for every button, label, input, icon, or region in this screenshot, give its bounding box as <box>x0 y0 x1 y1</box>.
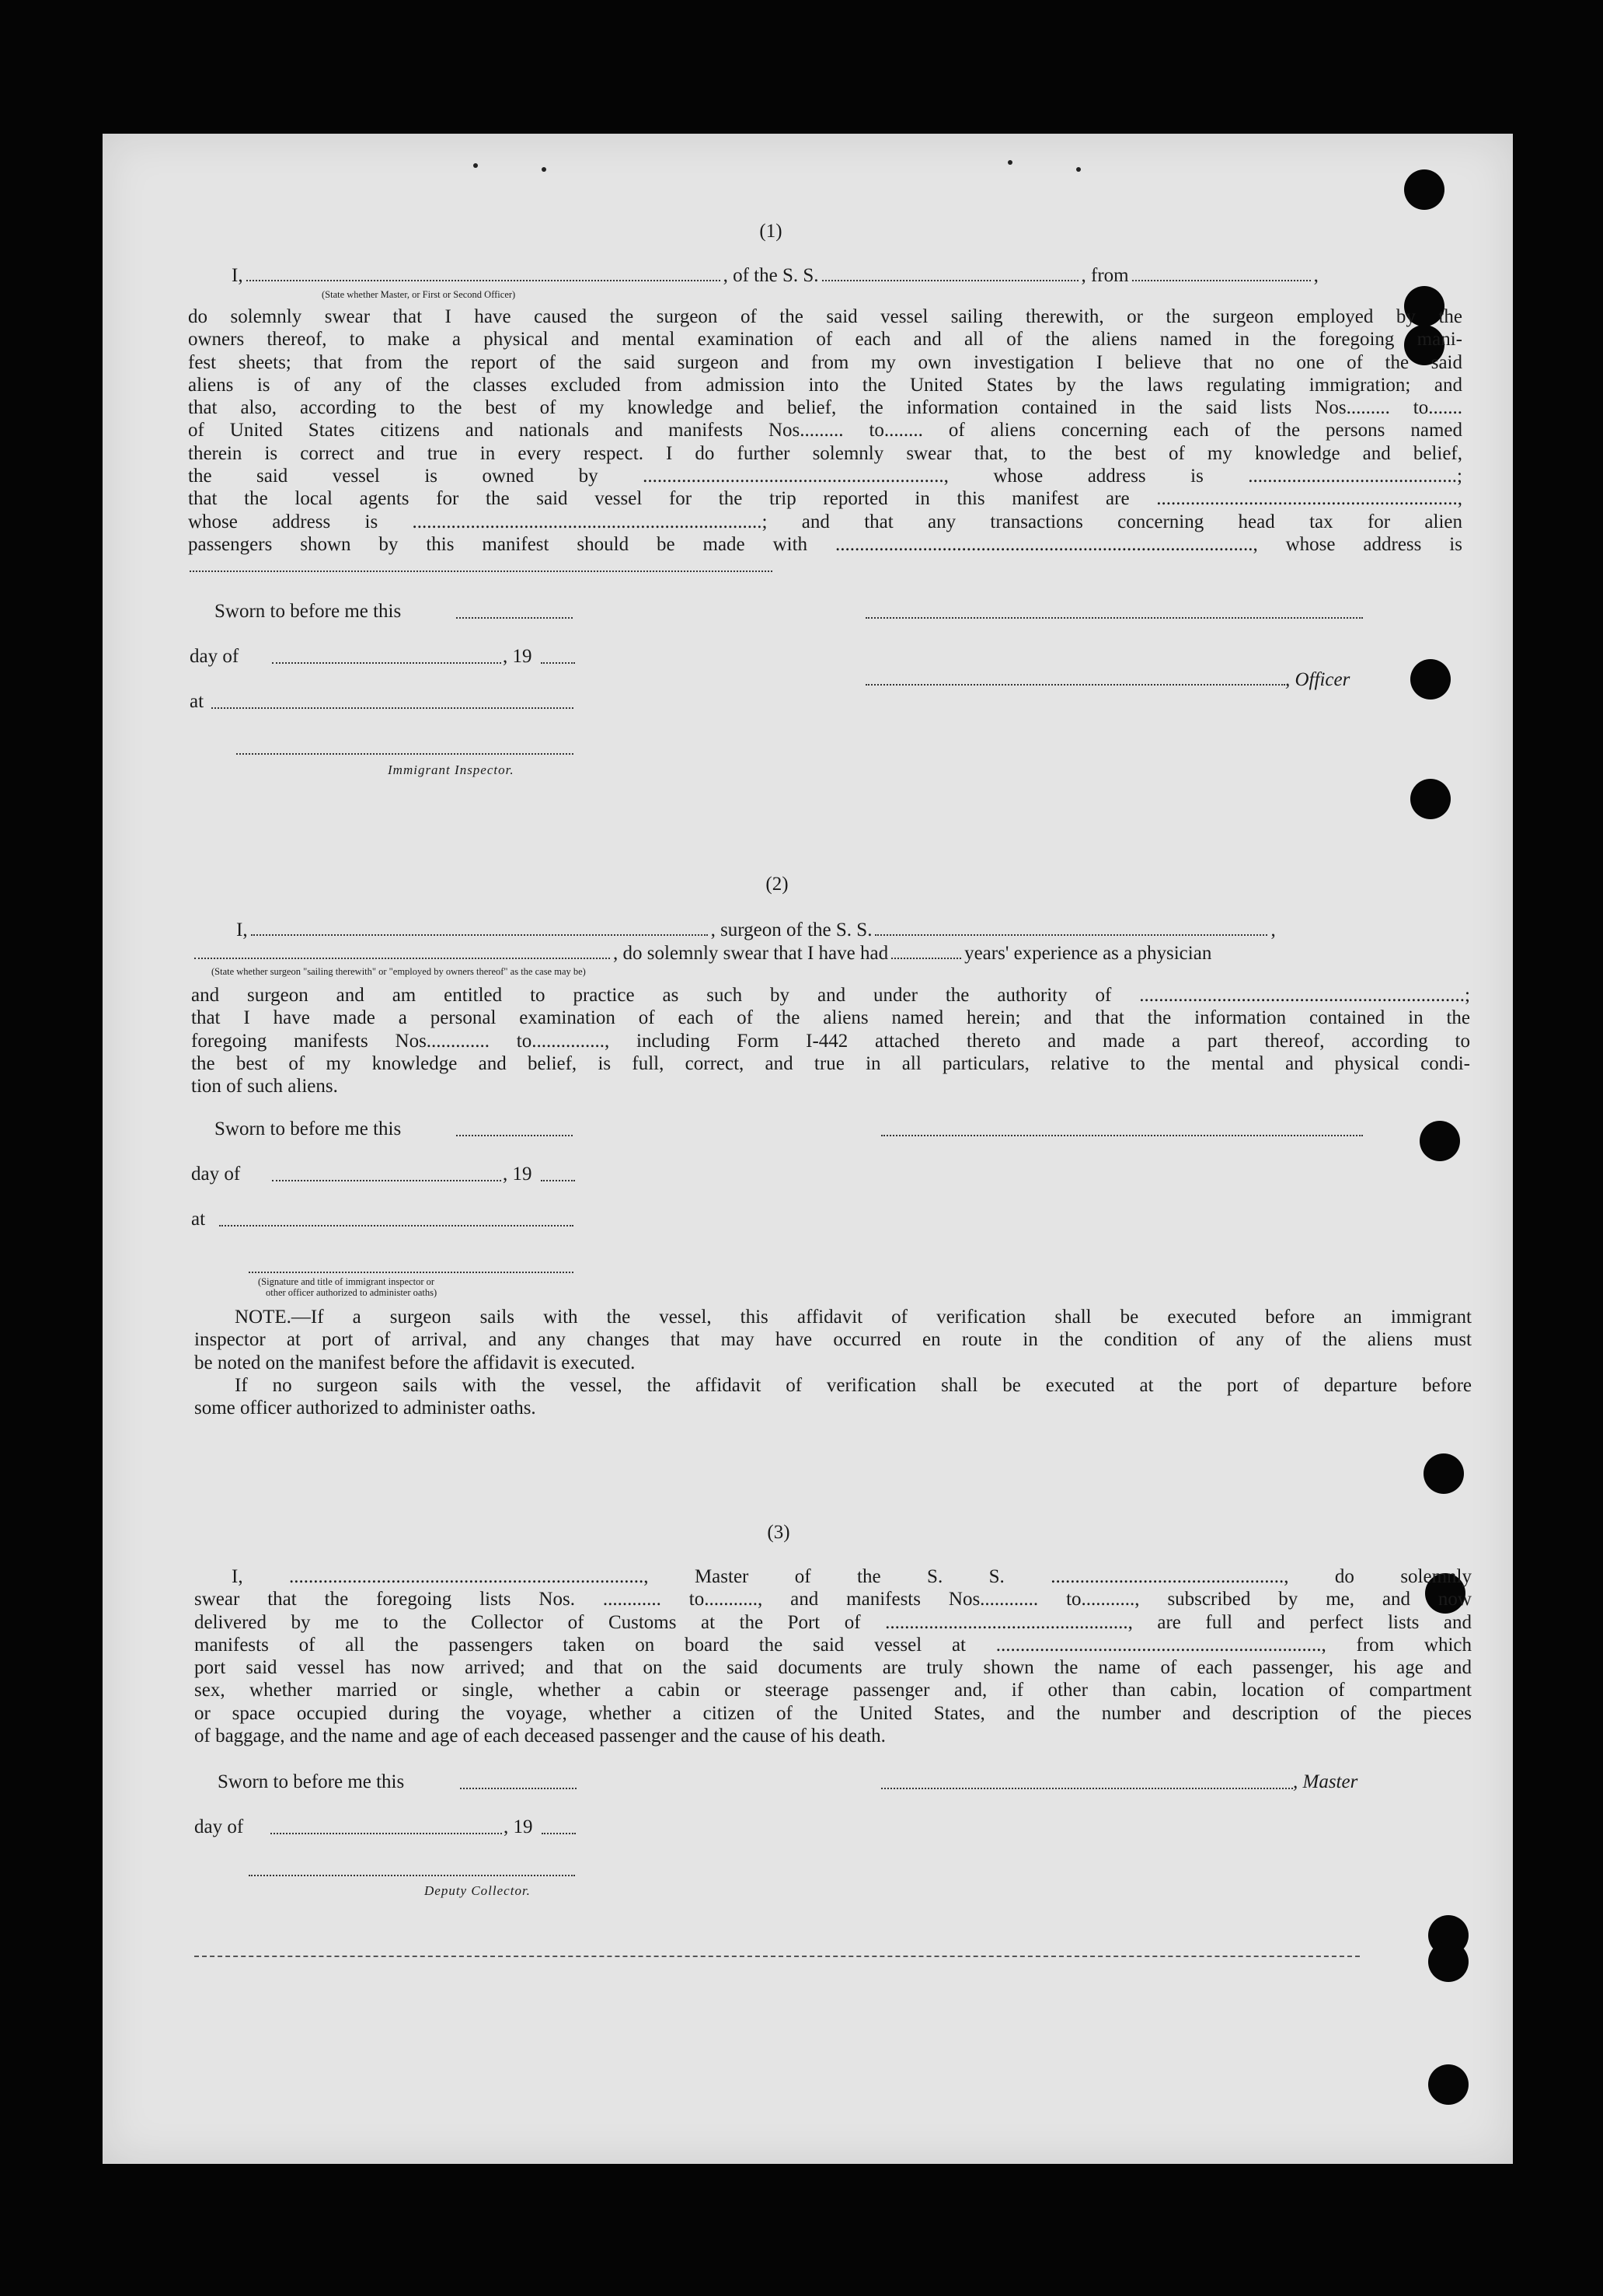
day-field[interactable] <box>272 1180 501 1181</box>
year-field[interactable] <box>541 1180 575 1181</box>
officer-name-field[interactable] <box>246 279 720 281</box>
from-label: , from <box>1081 265 1129 286</box>
intro-i: I, <box>236 919 248 940</box>
manifest-affidavit-page <box>103 134 1513 2164</box>
section-3-day-of: day of <box>194 1816 244 1837</box>
continuation-line <box>190 571 772 572</box>
binder-hole <box>1424 1453 1464 1494</box>
stray-mark <box>1076 167 1081 172</box>
binder-hole <box>1410 779 1451 819</box>
text-line: owners thereof, to make a physical and mental examination of each and all of the aliens named in the foregoing mani- <box>188 329 1462 351</box>
section-1-number: (1) <box>759 221 782 242</box>
text-line: aliens is of any of the classes excluded from admission into the United States by the laws regulating immigration; and <box>188 374 1462 396</box>
text-line: manifests of all the passengers taken on board the said vessel at ..................................................................., from which <box>194 1634 1472 1656</box>
section-2-number: (2) <box>765 874 789 895</box>
text-line: tion of such aliens. <box>191 1076 338 1097</box>
inspector-signature-field[interactable] <box>236 753 573 755</box>
section-2-at: at <box>191 1209 206 1230</box>
bleed-through-heading <box>242 211 250 238</box>
binder-hole <box>1420 1121 1460 1161</box>
deputy-label: Deputy Collector. <box>424 1883 531 1898</box>
text-line: do solemnly swear that I have caused the surgeon of the said vessel sailing therewith, or the surgeon employed by the <box>188 306 1462 327</box>
section-2-note <box>194 1306 1472 1374</box>
text-line: therein is correct and true in every respect. I do further solemnly swear that, to the best of my knowledge and belief, <box>188 442 1462 464</box>
text-line: the said vessel is owned by .............................................................., whose address is ...........................................; <box>188 466 1462 487</box>
section-1-year: , 19 <box>503 646 532 667</box>
officer-label: , Officer <box>1285 669 1350 690</box>
vessel-name-field[interactable] <box>875 933 1267 936</box>
swear-text: , do solemnly swear that I have had <box>613 943 889 964</box>
text-line: If no surgeon sails with the vessel, the affidavit of verification shall be executed at the port of departure before <box>235 1375 1472 1396</box>
text-line: that I have made a personal examination of each of the aliens named herein; and that the information contained in the <box>191 1007 1470 1029</box>
master-signature-field[interactable] <box>881 1788 1293 1789</box>
section-2-sworn: Sworn to before me this <box>214 1118 402 1139</box>
text-line: I, ........................................................................., Master of the S. S. ................................................, do solemnly <box>232 1566 1472 1587</box>
text-line: foregoing manifests Nos............. to..............., including Form I-442 attached thereto and made a part thereof, according to <box>191 1030 1470 1052</box>
officer-signature-field[interactable] <box>866 617 1363 619</box>
text-line: passengers shown by this manifest should be made with ......................................................................................, whose address is <box>188 533 1462 555</box>
sworn-date-field[interactable] <box>456 1135 573 1136</box>
text-line: of baggage, and the name and age of each deceased passenger and the cause of his death. <box>194 1725 886 1747</box>
section-3-year: , 19 <box>504 1816 533 1837</box>
text-line: port said vessel has now arrived; and that on the said documents are truly shown the name of each passenger, his age and <box>194 1657 1472 1679</box>
stray-mark <box>542 167 546 172</box>
section-2-note-2 <box>194 1374 1472 1420</box>
intro-i: I, <box>232 265 243 286</box>
text-line: that the local agents for the said vessel for the trip reported in this manifest are .............................................................., <box>188 488 1462 510</box>
text-line: that also, according to the best of my knowledge and belief, the information contained in the said lists Nos......... to....... <box>188 397 1462 419</box>
signature-caption-2: other officer authorized to administer oaths) <box>266 1287 437 1298</box>
officer-title-field[interactable] <box>866 684 1285 686</box>
from-port-field[interactable] <box>1132 279 1311 281</box>
binder-hole <box>1428 1942 1469 1982</box>
place-field[interactable] <box>219 1225 573 1227</box>
section-1-intro: I, , of the S. S. , from , <box>232 265 1319 286</box>
text-line: the best of my knowledge and belief, is full, correct, and true in all particulars, relative to the mental and physical condi- <box>191 1052 1470 1074</box>
binder-hole <box>1404 169 1444 210</box>
binder-hole <box>1428 2064 1469 2105</box>
year-field[interactable] <box>542 1833 576 1834</box>
inspector-label: Immigrant Inspector. <box>388 762 514 777</box>
text-line: some officer authorized to administer oaths. <box>194 1397 536 1419</box>
section-2-intro: I, , surgeon of the S. S. , <box>236 919 1276 940</box>
text-line: fest sheets; that from the report of the said surgeon and from my own investigation I believe that no one of the said <box>188 351 1462 373</box>
text-line: delivered by me to the Collector of Customs at the Port of .................................................., are full and perfect lists and <box>194 1611 1472 1633</box>
section-3-body <box>194 1565 1472 1747</box>
text-line: whose address is ........................................................................; and that any transactions concerning head tax for alien <box>188 511 1462 532</box>
year-field[interactable] <box>541 662 575 664</box>
stray-mark <box>1008 160 1012 165</box>
deputy-signature-field[interactable] <box>249 1875 575 1876</box>
section-1-day-of: day of <box>190 646 239 667</box>
text-line: or space occupied during the voyage, whether a citizen of the United States, and the number and description of the pieces <box>194 1702 1472 1724</box>
section-2-year: , 19 <box>503 1164 532 1185</box>
section-2-swear-line <box>191 942 1211 965</box>
of-the-ss: , of the S. S. <box>723 265 819 286</box>
day-field[interactable] <box>272 662 501 664</box>
day-field[interactable] <box>270 1833 502 1834</box>
years-field[interactable] <box>891 957 961 959</box>
text-line: NOTE.—If a surgeon sails with the vessel, this affidavit of verification shall be executed before an immigrant <box>235 1307 1472 1328</box>
section-2-body <box>191 984 1470 1097</box>
section-1-body <box>188 305 1462 556</box>
section-1-caption: (State whether Master, or First or Second Officer) <box>322 289 516 300</box>
sworn-date-field[interactable] <box>456 617 573 619</box>
years-text: years' experience as a physician <box>964 943 1212 964</box>
section-2-day-of: day of <box>191 1164 241 1185</box>
section-1-at: at <box>190 691 204 712</box>
signature-field[interactable] <box>881 1135 1363 1136</box>
binder-hole <box>1410 659 1451 700</box>
text-line: inspector at port of arrival, and any changes that may have occurred en route in the condition of any of the aliens must <box>194 1329 1472 1351</box>
place-field[interactable] <box>211 707 573 709</box>
sworn-date-field[interactable] <box>460 1788 577 1789</box>
text-line: and surgeon and am entitled to practice as such by and under the authority of ...................................................................; <box>191 985 1470 1006</box>
surgeon-of: , surgeon of the S. S. <box>710 919 873 940</box>
section-2-caption: (State whether surgeon "sailing therewith" or "employed by owners thereof" as the case may be) <box>211 966 586 977</box>
bleed-through-footer <box>1089 2114 1096 2134</box>
stray-mark <box>473 163 478 168</box>
text-line: sex, whether married or single, whether a cabin or steerage passenger and, if other than cabin, location of compartment <box>194 1680 1472 1701</box>
surgeon-name-field[interactable] <box>251 933 708 936</box>
section-3-sworn: Sworn to before me this <box>218 1771 405 1792</box>
inspector-signature-field[interactable] <box>249 1272 573 1273</box>
vessel-name-field[interactable] <box>822 279 1079 281</box>
text-line: swear that the foregoing lists Nos. ............ to..........., and manifests Nos............ to..........., subscribed by me, and now <box>194 1589 1472 1610</box>
signature-caption-1: (Signature and title of immigrant inspector or <box>258 1276 435 1287</box>
text-line: of United States citizens and nationals and manifests Nos......... to........ of aliens concerning each of the persons named <box>188 420 1462 441</box>
bottom-rule <box>194 1956 1360 1957</box>
surgeon-status-field[interactable] <box>194 957 610 959</box>
master-label: , Master <box>1293 1771 1358 1792</box>
text-line: be noted on the manifest before the affidavit is executed. <box>194 1352 636 1373</box>
section-1-sworn: Sworn to before me this <box>214 601 402 622</box>
section-3-number: (3) <box>767 1522 790 1543</box>
